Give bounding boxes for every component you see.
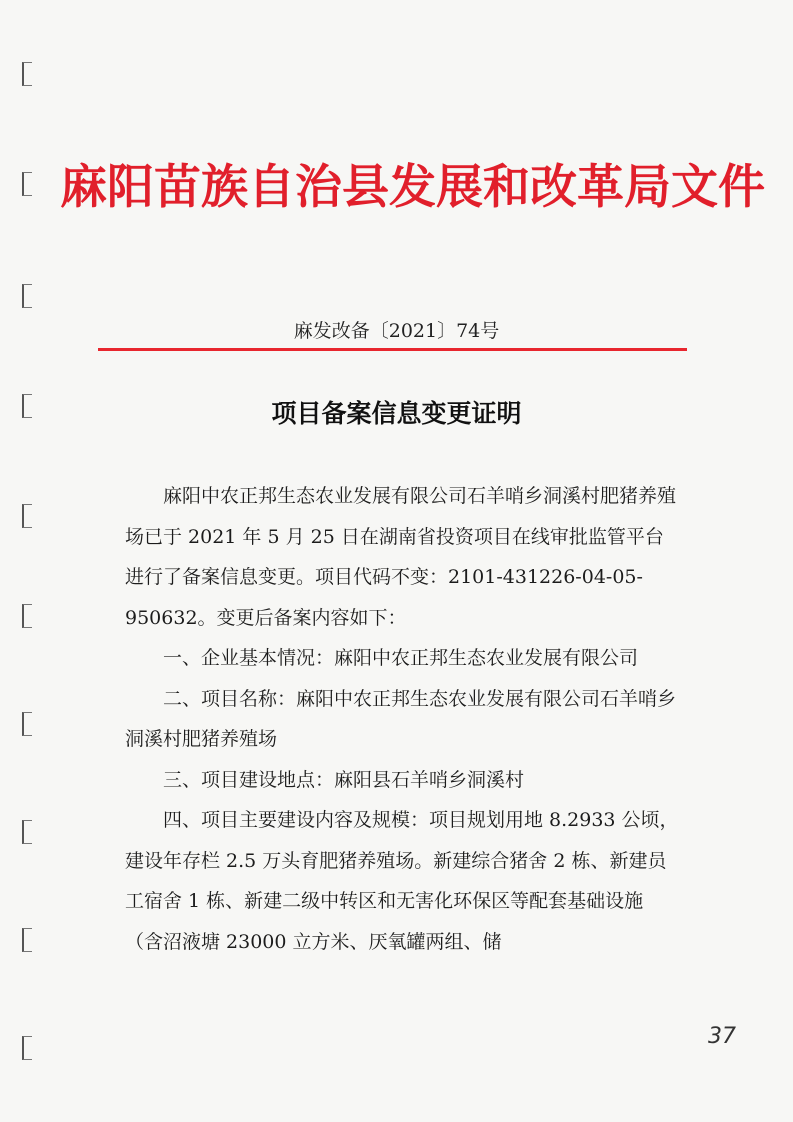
binding-hole-mark <box>22 504 32 528</box>
handwritten-page-number: 37 <box>708 1024 736 1049</box>
binding-hole-mark <box>22 284 32 308</box>
binding-hole-mark <box>22 604 32 628</box>
body-paragraph: 二、项目名称：麻阳中农正邦生态农业发展有限公司石羊哨乡洞溪村肥猪养殖场 <box>125 687 677 750</box>
binding-hole-mark <box>22 172 32 196</box>
issuer-header-title: 麻阳苗族自治县发展和改革局文件 <box>60 160 765 215</box>
binding-hole-mark <box>22 1036 32 1060</box>
body-paragraph: 一、企业基本情况：麻阳中农正邦生态农业发展有限公司 <box>163 647 639 669</box>
body-paragraph: 三、项目建设地点：麻阳县石羊哨乡洞溪村 <box>163 768 525 791</box>
document-number: 麻发改备〔2021〕74号 <box>293 320 500 342</box>
binding-hole-mark <box>22 712 32 736</box>
binding-hole-mark <box>22 62 32 86</box>
body-paragraph: 麻阳中农正邦生态农业发展有限公司石羊哨乡洞溪村肥猪养殖场已于 2021 年 5 月 25 日在湖南省投资项目在线审批监管平台进行了备案信息变更。项目代码不变：2101-431226-04-05-950632。变更后备案内容如下： <box>125 485 677 629</box>
document-title: 项目备案信息变更证明 <box>271 399 522 428</box>
binding-hole-mark <box>22 928 32 952</box>
red-header-rule <box>98 348 687 351</box>
binding-hole-mark <box>22 820 32 844</box>
document-body <box>125 476 680 962</box>
body-paragraph: 四、项目主要建设内容及规模：项目规划用地 8.2933 公顷，建设年存栏 2.5 万头育肥猪养殖场。新建综合猪舍 2 栋、新建员工宿舍 1 栋、新建二级中转区和无害化环保区等配套基础设施（含沼液塘 23000 立方米、厌氧罐两组、储 <box>125 809 679 953</box>
